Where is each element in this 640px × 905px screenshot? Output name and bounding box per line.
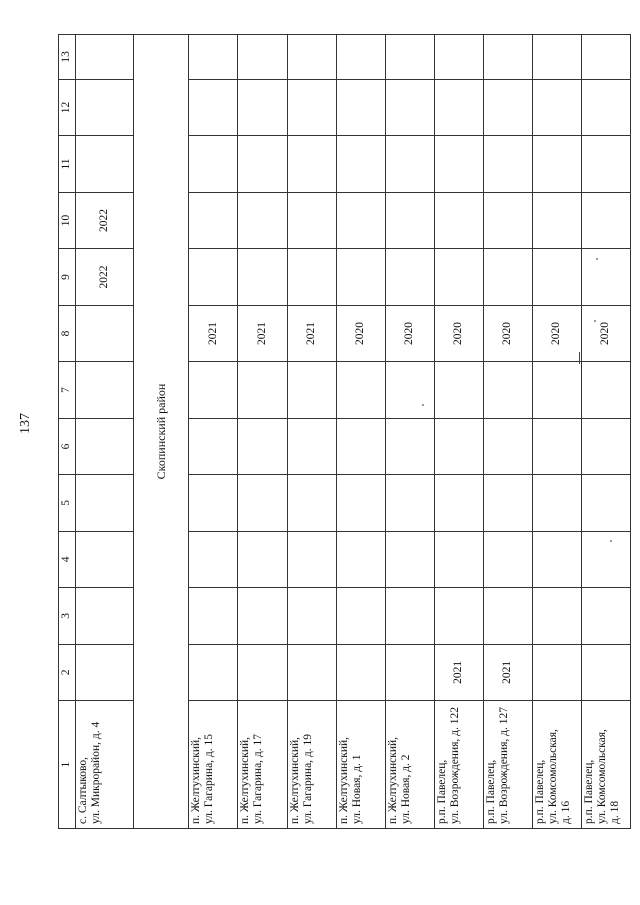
- year-cell: [434, 588, 483, 644]
- year-cell: [532, 418, 581, 474]
- year-cell: [189, 418, 238, 474]
- year-cell: [336, 192, 385, 248]
- year-cell: [75, 35, 133, 80]
- year-cell: [189, 192, 238, 248]
- year-cell: [385, 644, 434, 700]
- year-cell: [189, 644, 238, 700]
- address-cell: п. Желтухинский, ул. Новая, д. 2: [385, 701, 434, 829]
- year-cell: 2020: [385, 305, 434, 361]
- year-cell: [287, 35, 336, 80]
- year-cell: [581, 35, 630, 80]
- year-cell: [581, 362, 630, 418]
- header-row: [59, 35, 76, 829]
- year-cell: [581, 136, 630, 192]
- scan-dot: [610, 540, 612, 542]
- scan-mark: [579, 352, 580, 364]
- year-cell: [238, 249, 287, 305]
- year-cell: [483, 136, 532, 192]
- year-cell: [532, 136, 581, 192]
- column-header: 6: [59, 418, 76, 474]
- year-cell: [287, 192, 336, 248]
- address-cell: с. Салтыково, ул. Микрорайон, д. 4: [75, 701, 133, 829]
- column-header: 13: [59, 35, 76, 80]
- year-cell: [434, 136, 483, 192]
- year-cell: [238, 35, 287, 80]
- scan-dot: [422, 404, 424, 406]
- year-cell: [336, 79, 385, 135]
- year-cell: [434, 362, 483, 418]
- year-cell: [581, 249, 630, 305]
- year-cell: 2021: [238, 305, 287, 361]
- address-cell: р.п. Павелец, ул. Комсомольская, д. 16: [532, 701, 581, 829]
- region-title: Скопинский район: [133, 35, 189, 829]
- address-cell: п. Желтухинский, ул. Новая, д. 1: [336, 701, 385, 829]
- column-header: 7: [59, 362, 76, 418]
- year-cell: [287, 644, 336, 700]
- year-cell: [287, 249, 336, 305]
- year-cell: [434, 418, 483, 474]
- table-row: [581, 35, 630, 829]
- year-cell: [385, 531, 434, 587]
- scan-dot: [596, 258, 598, 260]
- year-cell: [385, 418, 434, 474]
- column-header: 2: [59, 644, 76, 700]
- column-header: 5: [59, 475, 76, 531]
- year-cell: [238, 475, 287, 531]
- table-row: [75, 35, 133, 829]
- year-cell: 2022: [75, 192, 133, 248]
- year-cell: [581, 531, 630, 587]
- address-cell: п. Желтухинский, ул. Гагарина, д. 19: [287, 701, 336, 829]
- year-cell: [189, 475, 238, 531]
- year-cell: [238, 644, 287, 700]
- table-row: [483, 35, 532, 829]
- year-cell: [581, 475, 630, 531]
- year-cell: [189, 531, 238, 587]
- year-cell: [75, 644, 133, 700]
- year-cell: [238, 531, 287, 587]
- year-cell: [385, 136, 434, 192]
- year-cell: [483, 418, 532, 474]
- year-cell: [75, 362, 133, 418]
- address-cell: п. Желтухинский, ул. Гагарина, д. 17: [238, 701, 287, 829]
- column-header: 9: [59, 249, 76, 305]
- year-cell: [238, 588, 287, 644]
- year-cell: 2021: [483, 644, 532, 700]
- year-cell: [336, 362, 385, 418]
- year-cell: [434, 531, 483, 587]
- year-cell: [483, 79, 532, 135]
- table-row: [287, 35, 336, 829]
- year-cell: 2021: [287, 305, 336, 361]
- table-row: [336, 35, 385, 829]
- column-header: 4: [59, 531, 76, 587]
- year-cell: [189, 136, 238, 192]
- year-cell: [238, 192, 287, 248]
- year-cell: [385, 475, 434, 531]
- year-cell: [238, 418, 287, 474]
- year-cell: 2020: [336, 305, 385, 361]
- year-cell: [287, 475, 336, 531]
- year-cell: [434, 192, 483, 248]
- year-cell: [287, 136, 336, 192]
- address-cell: р.п. Павелец, ул. Возрождения, д. 127: [483, 701, 532, 829]
- year-cell: [287, 362, 336, 418]
- year-cell: 2020: [532, 305, 581, 361]
- table-row: [385, 35, 434, 829]
- year-cell: [385, 588, 434, 644]
- year-cell: [238, 362, 287, 418]
- year-cell: [532, 362, 581, 418]
- year-cell: [434, 249, 483, 305]
- table-row: [532, 35, 581, 829]
- year-cell: [75, 136, 133, 192]
- column-header: 8: [59, 305, 76, 361]
- year-cell: [287, 531, 336, 587]
- year-cell: [581, 79, 630, 135]
- year-cell: [189, 35, 238, 80]
- year-cell: [532, 475, 581, 531]
- year-cell: [581, 644, 630, 700]
- year-cell: [532, 531, 581, 587]
- year-cell: [75, 531, 133, 587]
- year-cell: [336, 475, 385, 531]
- rotated-page-content: [58, 34, 631, 829]
- year-cell: [336, 644, 385, 700]
- year-cell: [189, 362, 238, 418]
- address-cell: п. Желтухинский, ул. Гагарина, д. 15: [189, 701, 238, 829]
- year-cell: 2021: [189, 305, 238, 361]
- year-cell: [532, 249, 581, 305]
- year-cell: [336, 531, 385, 587]
- year-cell: [75, 588, 133, 644]
- year-cell: [483, 35, 532, 80]
- year-cell: [189, 249, 238, 305]
- year-cell: [287, 588, 336, 644]
- year-cell: [532, 192, 581, 248]
- address-cell: р.п. Павелец, ул. Возрождения, д. 122: [434, 701, 483, 829]
- year-cell: 2020: [581, 305, 630, 361]
- year-cell: [75, 475, 133, 531]
- year-cell: [385, 249, 434, 305]
- year-cell: 2022: [75, 249, 133, 305]
- year-cell: [385, 192, 434, 248]
- column-header: 1: [59, 701, 76, 829]
- year-cell: [336, 588, 385, 644]
- address-cell: р.п. Павелец, ул. Комсомольская, д. 18: [581, 701, 630, 829]
- table-row: [434, 35, 483, 829]
- year-cell: 2020: [434, 305, 483, 361]
- year-cell: [434, 475, 483, 531]
- year-cell: 2021: [434, 644, 483, 700]
- year-cell: [532, 644, 581, 700]
- year-cell: [581, 418, 630, 474]
- year-cell: [581, 588, 630, 644]
- year-cell: [483, 362, 532, 418]
- year-cell: [532, 79, 581, 135]
- year-cell: [75, 305, 133, 361]
- year-cell: [483, 475, 532, 531]
- year-cell: [287, 418, 336, 474]
- year-cell: [336, 35, 385, 80]
- region-row: [133, 35, 189, 829]
- year-cell: [189, 79, 238, 135]
- year-cell: [385, 79, 434, 135]
- table-row: [238, 35, 287, 829]
- year-cell: [238, 136, 287, 192]
- year-cell: [532, 35, 581, 80]
- column-header: 12: [59, 79, 76, 135]
- scan-dot: [594, 320, 596, 322]
- year-cell: [238, 79, 287, 135]
- year-cell: [336, 418, 385, 474]
- schedule-table: [58, 34, 631, 829]
- column-header: 11: [59, 136, 76, 192]
- year-cell: [287, 79, 336, 135]
- year-cell: [385, 35, 434, 80]
- year-cell: [75, 79, 133, 135]
- year-cell: [434, 79, 483, 135]
- year-cell: [189, 588, 238, 644]
- page-number: 137: [18, 413, 33, 434]
- year-cell: [581, 192, 630, 248]
- year-cell: [75, 418, 133, 474]
- year-cell: [385, 362, 434, 418]
- year-cell: [483, 192, 532, 248]
- year-cell: [532, 588, 581, 644]
- year-cell: [483, 588, 532, 644]
- column-header: 10: [59, 192, 76, 248]
- year-cell: [483, 531, 532, 587]
- table-row: [189, 35, 238, 829]
- column-header: 3: [59, 588, 76, 644]
- year-cell: 2020: [483, 305, 532, 361]
- year-cell: [483, 249, 532, 305]
- year-cell: [336, 249, 385, 305]
- year-cell: [434, 35, 483, 80]
- year-cell: [336, 136, 385, 192]
